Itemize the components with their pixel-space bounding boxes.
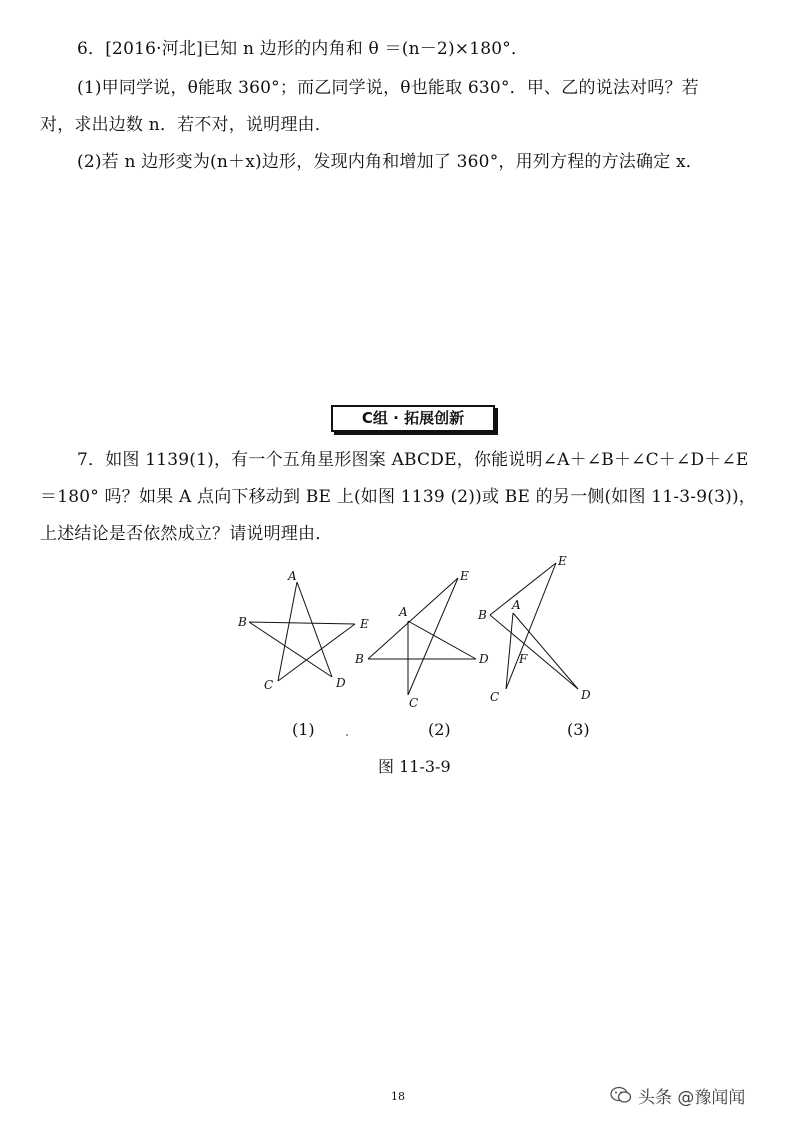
- fig3-label-D: D: [581, 688, 591, 702]
- geometry-figure: [220, 555, 620, 715]
- fig1-label-D: D: [336, 676, 346, 690]
- figure1-pentagram: [249, 582, 355, 681]
- fig2-label-A: A: [399, 605, 408, 619]
- fig1-segment-AC: [278, 582, 297, 681]
- stray-dot: [346, 734, 348, 736]
- fig3-label-E: E: [558, 555, 567, 568]
- figure-svg: [220, 555, 620, 715]
- wechat-bubble-icon: [610, 1086, 632, 1104]
- section-banner: C组 · 拓展创新: [331, 405, 495, 432]
- fig1-label-B: B: [238, 615, 247, 629]
- question6-part1-line1: (1)甲同学说，θ能取 360°；而乙同学说，θ也能取 630°．甲、乙的说法对吗？若: [77, 78, 699, 98]
- fig1-segment-BD: [249, 622, 332, 677]
- fig1-segment-CE: [278, 624, 355, 681]
- fig1-label-A: A: [288, 569, 297, 583]
- figure3-star: [490, 563, 578, 689]
- page-number: 18: [391, 1090, 405, 1103]
- figure1-labels: [237, 569, 369, 692]
- fig1-label-C: C: [264, 678, 274, 692]
- question7-line3: 上述结论是否依然成立？请说明理由．: [40, 524, 333, 544]
- watermark: [610, 1080, 745, 1110]
- fig2-label-E: E: [460, 569, 469, 583]
- fig3-label-B: B: [478, 608, 487, 622]
- fig3-label-A: A: [512, 598, 521, 612]
- figure-caption: 图 11-3-9: [378, 757, 451, 776]
- question6-title: 6．[2016·河北]已知 n 边形的内角和 θ ＝(n－2)×180°．: [77, 39, 529, 59]
- fig3-segment-BD: [490, 615, 578, 689]
- fig1-segment-BE: [249, 622, 355, 624]
- fig2-label-D: D: [479, 652, 489, 666]
- fig3-label-C: C: [490, 690, 500, 704]
- question7-line1: 7．如图 1139(1)，有一个五角星形图案 ABCDE，你能说明∠A＋∠B＋∠C＋∠D＋∠E: [77, 450, 749, 470]
- fig3-label-F: F: [519, 652, 528, 666]
- question7-line2: ＝180° 吗？如果 A 点向下移动到 BE 上(如图 1139 (2))或 BE 的另一侧(如图 11-3-9(3))，: [40, 487, 756, 507]
- fig2-segment-BE: [368, 578, 458, 659]
- figure-sublabel-1: (1): [292, 720, 315, 739]
- fig2-segment-CE: [408, 578, 458, 695]
- fig1-label-E: E: [360, 617, 369, 631]
- question6-part2: (2)若 n 边形变为(n＋x)边形，发现内角和增加了 360°，用列方程的方法确定 x．: [77, 152, 703, 172]
- fig2-label-C: C: [409, 696, 419, 710]
- figure2-labels: [354, 569, 489, 710]
- fig3-segment-CE: [506, 563, 556, 689]
- figure-sublabel-2: (2): [428, 720, 451, 739]
- figure2-star: [368, 578, 476, 695]
- fig3-segment-AD: [513, 613, 578, 689]
- watermark-text: 头条 @豫闻闻: [638, 1087, 746, 1108]
- fig3-segment-AC: [506, 613, 513, 689]
- fig2-segment-AD: [408, 621, 476, 659]
- figure-sublabel-3: (3): [567, 720, 590, 739]
- fig2-label-B: B: [355, 652, 364, 666]
- figure3-labels: [477, 555, 591, 704]
- question6-part1-line2: 对，求出边数 n．若不对，说明理由．: [40, 115, 332, 135]
